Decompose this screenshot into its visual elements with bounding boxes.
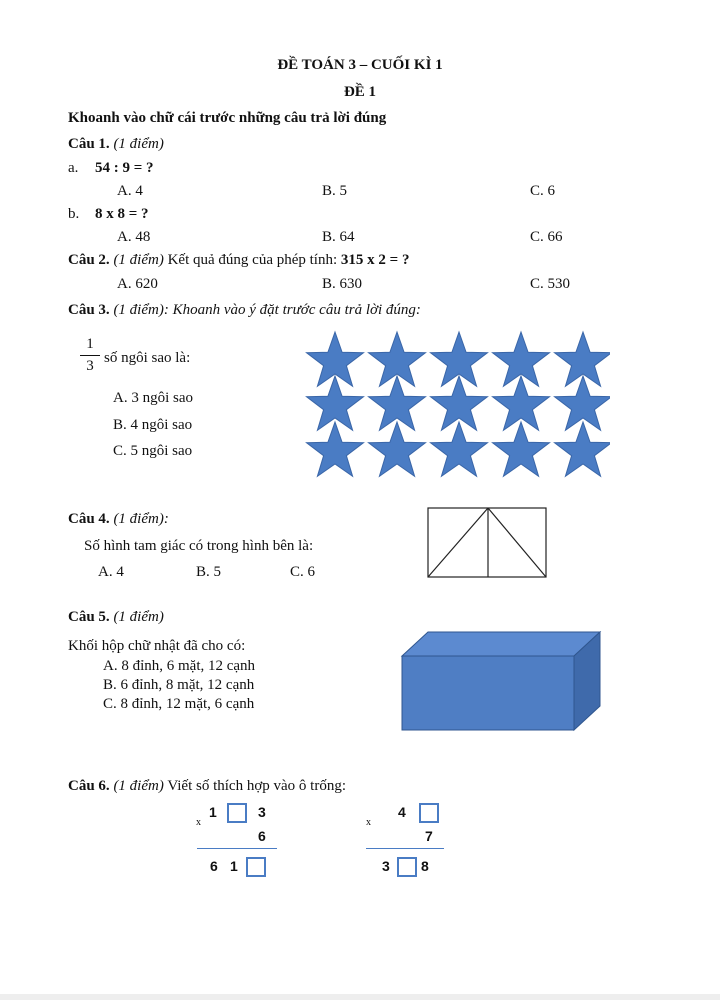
star-icon — [307, 422, 364, 476]
q4-option-c[interactable]: C. 6 — [290, 564, 316, 580]
q1b-option-a[interactable]: A. 48 — [117, 229, 151, 245]
q2-expression: 315 x 2 = ? — [340, 252, 410, 268]
q1b-prefix: b. — [68, 206, 80, 222]
p1-result-line — [197, 848, 277, 849]
q1b-option-c[interactable]: C. 66 — [530, 229, 563, 245]
q5-heading — [68, 609, 164, 626]
p2-top-digit-4: 4 — [398, 804, 406, 820]
star-icon — [369, 422, 426, 476]
q1-label: Câu 1. — [68, 136, 110, 152]
stars-grid — [300, 330, 610, 482]
star-icon — [431, 422, 488, 476]
q4-option-b[interactable]: B. 5 — [196, 564, 222, 580]
q3-option-a[interactable]: A. 3 ngôi sao — [113, 390, 193, 406]
q5-option-b[interactable]: B. 6 đỉnh, 8 mặt, 12 cạnh — [103, 677, 255, 693]
p1-blank-box-top[interactable] — [227, 803, 247, 823]
q2-option-c[interactable]: C. 530 — [530, 276, 571, 292]
p1-multiplier: 6 — [258, 828, 266, 844]
q3-fraction-denominator: 3 — [86, 358, 94, 374]
triangle-figure-frame — [428, 508, 546, 577]
instruction: Khoanh vào chữ cái trước những câu trả lời đúng — [68, 110, 387, 126]
q2-points: (1 điểm) — [113, 252, 164, 268]
q3-fraction — [80, 336, 100, 375]
q5-points: (1 điểm) — [113, 609, 164, 625]
p2-result-line — [366, 848, 444, 849]
q2-option-b[interactable]: B. 630 — [322, 276, 363, 292]
p1-top-digit-3: 3 — [258, 804, 266, 820]
cuboid-figure — [400, 630, 604, 734]
q6-text: Viết số thích hợp vào ô trống: — [167, 778, 347, 794]
q4-heading — [68, 511, 169, 528]
q3-heading — [68, 302, 421, 319]
q4-option-a[interactable]: A. 4 — [98, 564, 124, 580]
triangle-figure-left-diagonal — [428, 508, 488, 577]
p2-blank-box-result[interactable] — [397, 857, 417, 877]
p1-top-digit-1: 1 — [209, 804, 217, 820]
q3-fraction-numerator: 1 — [80, 336, 100, 356]
cuboid-top-face — [402, 632, 600, 656]
q3-option-b[interactable]: B. 4 ngôi sao — [113, 417, 193, 433]
p2-result-digit-8: 8 — [421, 858, 429, 874]
page-subtitle: ĐỀ 1 — [343, 84, 377, 100]
q5-label: Câu 5. — [68, 609, 110, 625]
q1a-option-c[interactable]: C. 6 — [530, 183, 556, 199]
q6-label: Câu 6. — [68, 778, 110, 794]
q6-heading — [68, 778, 346, 795]
page-bottom-edge — [0, 994, 720, 1000]
p1-multiply-sign: x — [196, 817, 201, 828]
q2-heading — [68, 252, 409, 269]
q4-text: Số hình tam giác có trong hình bên là: — [84, 538, 314, 554]
q2-option-a[interactable]: A. 620 — [117, 276, 158, 292]
q4-points: (1 điểm): — [113, 511, 169, 527]
p2-multiplier: 7 — [425, 828, 433, 844]
q5-option-c[interactable]: C. 8 đỉnh, 12 mặt, 6 cạnh — [103, 696, 255, 712]
star-icon — [493, 422, 550, 476]
q1b-option-b[interactable]: B. 64 — [322, 229, 355, 245]
p2-result-digit-3: 3 — [382, 858, 390, 874]
p1-blank-box-result[interactable] — [246, 857, 266, 877]
q3-label: Câu 3. — [68, 302, 110, 318]
q1-heading — [68, 136, 164, 153]
q5-option-a[interactable]: A. 8 đỉnh, 6 mặt, 12 cạnh — [103, 658, 256, 674]
q1a-option-b[interactable]: B. 5 — [322, 183, 348, 199]
star-icon — [555, 422, 611, 476]
p1-result-digit-1: 1 — [230, 858, 238, 874]
q4-label: Câu 4. — [68, 511, 110, 527]
q5-text: Khối hộp chữ nhật đã cho có: — [68, 638, 246, 654]
q2-label: Câu 2. — [68, 252, 110, 268]
q3-points: (1 điểm): Khoanh vào ý đặt trước câu trả lời đúng: — [113, 302, 421, 318]
page-title: ĐỀ TOÁN 3 – CUỐI KÌ 1 — [277, 57, 443, 73]
q1a-expression: 54 : 9 = ? — [95, 160, 154, 176]
triangle-figure — [426, 506, 550, 580]
cuboid-front-face — [402, 656, 574, 730]
p2-multiply-sign: x — [366, 817, 371, 828]
star-icon — [555, 376, 611, 430]
q1a-option-a[interactable]: A. 4 — [117, 183, 143, 199]
q3-text: số ngôi sao là: — [104, 350, 191, 366]
q1b-expression: 8 x 8 = ? — [95, 206, 149, 222]
q2-text: Kết quả đúng của phép tính: — [167, 252, 338, 268]
p2-blank-box-top[interactable] — [419, 803, 439, 823]
triangle-figure-right-diagonal — [488, 508, 546, 577]
q1a-prefix: a. — [68, 160, 79, 176]
q1-points: (1 điểm) — [113, 136, 164, 152]
p1-result-digit-6: 6 — [210, 858, 218, 874]
q3-option-c[interactable]: C. 5 ngôi sao — [113, 443, 193, 459]
q6-points: (1 điểm) — [113, 778, 164, 794]
